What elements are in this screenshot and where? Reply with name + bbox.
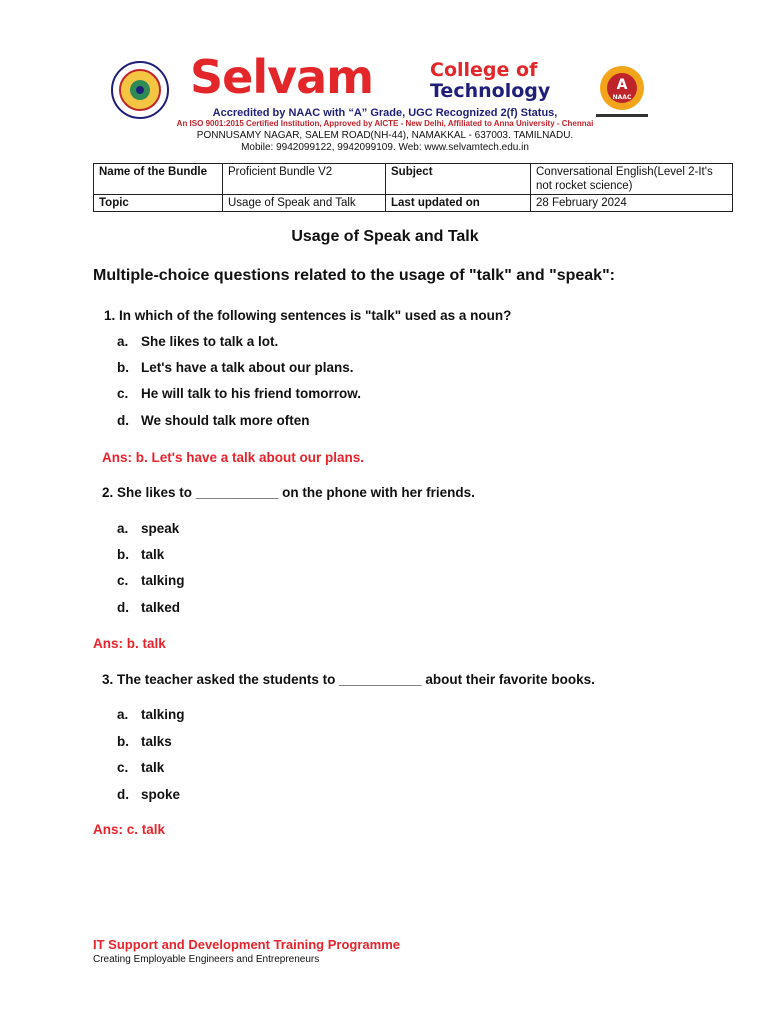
- option-text: spoke: [141, 787, 181, 802]
- question-3: 3. The teacher asked the students to ___________ about their favorite books.: [102, 672, 595, 687]
- accreditation-line: Accredited by NAAC with “A” Grade, UGC Recognized 2(f) Status,: [212, 107, 558, 119]
- option-2c: [117, 573, 185, 588]
- option-label: c.: [117, 386, 129, 401]
- option-text: Let's have a talk about our plans.: [141, 360, 354, 375]
- option-label: d.: [117, 787, 129, 802]
- option-label: a.: [117, 707, 129, 722]
- subject-label: Subject: [386, 164, 531, 195]
- option-label: b.: [117, 547, 129, 562]
- bundle-label: Name of the Bundle: [94, 164, 223, 195]
- bundle-info-table: [93, 163, 733, 212]
- option-label: b.: [117, 360, 129, 375]
- naac-grade: A: [616, 77, 628, 93]
- letterhead: [0, 50, 770, 160]
- option-label: d.: [117, 600, 129, 615]
- answer-1: Ans: b. Let's have a talk about our plans.: [102, 450, 365, 465]
- address-line: PONNUSAMY NAGAR, SALEM ROAD(NH-44), NAMAKKAL - 637003. TAMILNADU.: [196, 130, 574, 141]
- option-text: We should talk more often: [141, 413, 310, 428]
- topic-value: Usage of Speak and Talk: [223, 195, 386, 212]
- updated-label: Last updated on: [386, 195, 531, 212]
- page-title: Usage of Speak and Talk: [291, 228, 479, 245]
- footer-program: IT Support and Development Training Programme: [93, 937, 400, 952]
- option-1a: [117, 334, 278, 349]
- college-tagline: [430, 60, 550, 102]
- subject-value: Conversational English(Level 2-It's not rocket science): [531, 164, 733, 195]
- topic-label: Topic: [94, 195, 223, 212]
- option-1c: [117, 386, 361, 401]
- table-row: [94, 195, 733, 212]
- option-3c: [117, 760, 164, 775]
- contact-line: Mobile: 9942099122, 9942099109. Web: www.selvamtech.edu.in: [241, 142, 529, 153]
- iso-line: An ISO 9001:2015 Certified Institution, Approved by AICTE - New Delhi, Affiliated to Anna University - Chennai: [176, 119, 594, 128]
- college-name: Selvam: [190, 50, 374, 104]
- option-text: talked: [141, 600, 181, 615]
- option-text: talking: [141, 573, 185, 588]
- answer-3: Ans: c. talk: [93, 822, 166, 837]
- footer-tagline: Creating Employable Engineers and Entrepreneurs: [93, 954, 320, 965]
- option-text: talk: [141, 547, 165, 562]
- option-label: a.: [117, 334, 129, 349]
- question-2: 2. She likes to ___________ on the phone with her friends.: [102, 485, 475, 500]
- section-heading: Multiple-choice questions related to the usage of "talk" and "speak":: [93, 267, 615, 284]
- option-3a: [117, 707, 185, 722]
- option-3d: [117, 787, 180, 802]
- option-2a: [117, 521, 179, 536]
- tagline-line-2: Technology: [430, 80, 551, 102]
- option-text: speak: [141, 521, 180, 536]
- option-text: She likes to talk a lot.: [141, 334, 279, 349]
- option-text: talking: [141, 707, 185, 722]
- option-label: a.: [117, 521, 129, 536]
- naac-badge-text: NAAC: [612, 94, 632, 101]
- option-1d: [117, 413, 310, 428]
- option-1b: [117, 360, 354, 375]
- option-text: talk: [141, 760, 165, 775]
- tagline-line-1: College of: [430, 59, 538, 81]
- option-label: c.: [117, 573, 129, 588]
- option-text: He will talk to his friend tomorrow.: [141, 386, 362, 401]
- updated-value: 28 February 2024: [531, 195, 733, 212]
- option-2b: [117, 547, 164, 562]
- option-label: c.: [117, 760, 129, 775]
- answer-2: Ans: b. talk: [93, 636, 166, 651]
- option-2d: [117, 600, 180, 615]
- bundle-value: Proficient Bundle V2: [223, 164, 386, 195]
- table-row: [94, 164, 733, 195]
- question-1: 1. In which of the following sentences is "talk" used as a noun?: [104, 308, 512, 323]
- option-label: b.: [117, 734, 129, 749]
- option-text: talks: [141, 734, 172, 749]
- option-label: d.: [117, 413, 129, 428]
- option-3b: [117, 734, 172, 749]
